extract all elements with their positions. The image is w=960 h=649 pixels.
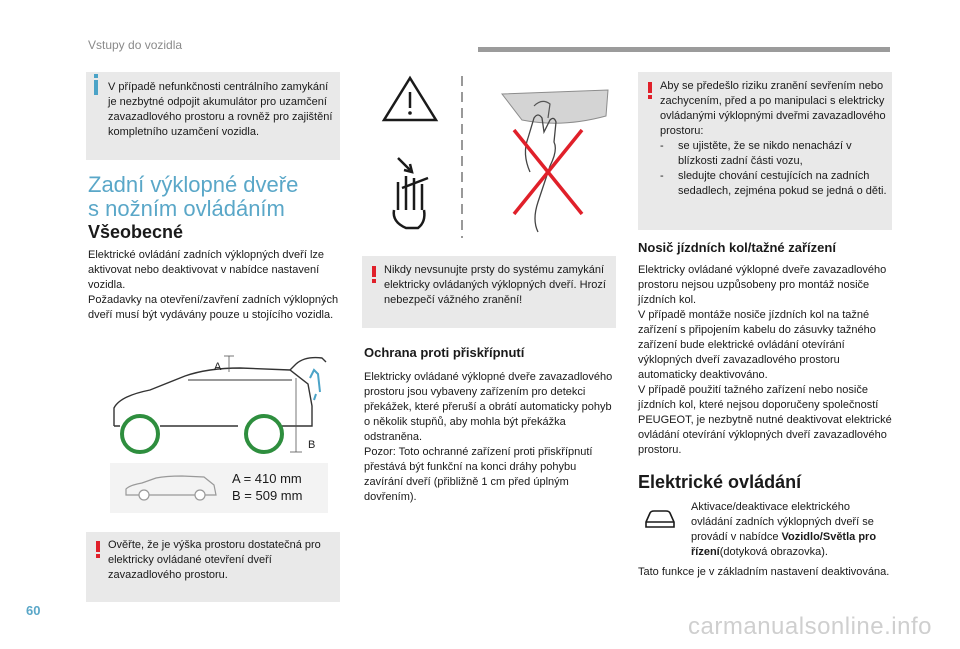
- diagram-label-b: B: [308, 439, 316, 451]
- electric-default-text: Tato funkce je v základním nastavení deaktivována.: [638, 566, 890, 578]
- warning-list-item: - sledujte chování cestujících na zadních sedadlech, zejména pokud se jedná o děti.: [660, 169, 888, 199]
- bike-carrier-para-3: V případě použití tažného zařízení nebo nosiče jízdních kol, které nejsou doporučeny společností PEUGEOT, je nezbytně nutné deaktivovat elektrické ovládání otevírání výklopných dveří zavazadlového prostoru.: [638, 384, 892, 456]
- anti-pinch-paragraphs: [364, 370, 616, 505]
- header-bar: [478, 47, 890, 52]
- section-title-line1: Zadní výklopné dveře: [88, 172, 299, 197]
- car-outline-icon: [122, 475, 222, 501]
- menu-path: Vozidlo/Světla pro řízení: [691, 531, 877, 558]
- rear-wheel: [246, 416, 282, 452]
- section-title-line2: s nožním ovládáním: [88, 196, 285, 221]
- warning-illustration: [362, 72, 612, 242]
- warning-intro: Aby se předešlo riziku zranění sevřením nebo zachycením, před a po manipulaci s elektricky ovládanými výklopnými dveřmi zavazadlového prostoru:: [660, 80, 886, 137]
- warning-icon: [372, 266, 376, 277]
- dimension-b: B = 509 mm: [232, 488, 303, 503]
- page-number: 60: [26, 603, 41, 618]
- warning-box-height: [86, 532, 340, 602]
- warning-box-injury-text: [660, 79, 888, 199]
- general-para-1: Elektrické ovládání zadních výklopných dveří lze aktivovat nebo deaktivovat v nabídce nastavení vozidla.: [88, 249, 325, 291]
- info-box-text: V případě nefunkčnosti centrálního zamykání je nezbytné odpojit akumulátor pro uzamčení zavazadlového prostoru a rovněž pro zajištění kompletního uzamčení vozidla.: [108, 81, 333, 138]
- electric-control-plain: Aktivace/deaktivace elektrického ovládání zadních výklopných dveří se provádí v nabídce: [691, 501, 874, 543]
- front-wheel: [122, 416, 158, 452]
- bike-carrier-para-1: Elektricky ovládané výklopné dveře zavazadlového prostoru nejsou uzpůsobeny pro montáž nosiče jízdních kol.: [638, 264, 887, 306]
- diagram-label-a: A: [214, 361, 222, 373]
- heading-anti-pinch: Ochrana proti přiskřípnutí: [364, 345, 525, 360]
- arrow-icon: [398, 158, 410, 170]
- running-header: Vstupy do vozidla: [88, 38, 183, 52]
- open-tailgate: [290, 358, 326, 370]
- car-settings-icon: [642, 508, 678, 530]
- section-title: [88, 173, 298, 221]
- dimension-a: A = 410 mm: [232, 471, 302, 486]
- general-paragraphs: [88, 248, 342, 323]
- reaching-hand: [528, 115, 556, 232]
- warning-box-fingers-text: Nikdy nevsunujte prsty do systému zamykání elektricky ovládaných výklopných dveří. Hrozí nebezpečí vážného zranění!: [384, 264, 606, 306]
- heading-general: Všeobecné: [88, 222, 184, 242]
- watermark: carmanualsonline.info: [688, 613, 932, 640]
- person-icon: [310, 370, 320, 400]
- electric-control-tail: (dotyková obrazovka).: [719, 546, 828, 558]
- info-icon: [94, 80, 98, 95]
- warning-box-injury: [638, 72, 892, 230]
- warning-icon: [96, 541, 100, 552]
- tailgate-clearance-diagram: [100, 348, 336, 460]
- warning-box-fingers: [362, 256, 616, 328]
- warning-box-height-text: Ověřte, že je výška prostoru dostatečná pro elektricky ovládané otevření dveří zavazadlového prostoru.: [108, 539, 321, 581]
- heading-bike-carrier: Nosič jízdních kol/tažné zařízení: [638, 240, 836, 255]
- heading-electric-control: Elektrické ovládání: [638, 472, 802, 492]
- info-box: [86, 72, 340, 160]
- dimension-box: [110, 463, 328, 513]
- bike-carrier-paragraphs: [638, 263, 894, 458]
- tailgate-latch-illustration: [502, 90, 608, 123]
- anti-pinch-para-2: Pozor: Toto ochranné zařízení proti přiskřípnutí přestává být funkční na konci dráhy pohybu zavírání dveří (přibližně 1 cm před úplným dovřením).: [364, 446, 593, 503]
- warning-list-item: - se ujistěte, že se nikdo nenachází v blízkosti zadní části vozu,: [660, 139, 888, 169]
- bike-carrier-para-2: V případě montáže nosiče jízdních kol na tažné zařízení s připojením kabelu do zásuvky tažného zařízení bude elektrické ovládání otevírání výklopných dveří zavazadlového prostoru automaticky deaktivováno.: [638, 309, 876, 381]
- warning-list: [660, 139, 888, 199]
- anti-pinch-para-1: Elektricky ovládané výklopné dveře zavazadlového prostoru jsou vybaveny zařízením pro detekci překážek, které přeruší a obrátí automaticky pohyb o několik stupňů, aby mohla být překážka odstraněna.: [364, 371, 613, 443]
- hand-icon: [394, 176, 425, 228]
- general-para-2: Požadavky na otevření/zavření zadních výklopných dveří musí být vydávány pouze u stojícího vozidla.: [88, 294, 339, 321]
- warning-icon: [648, 82, 652, 93]
- electric-control-text: [691, 500, 893, 560]
